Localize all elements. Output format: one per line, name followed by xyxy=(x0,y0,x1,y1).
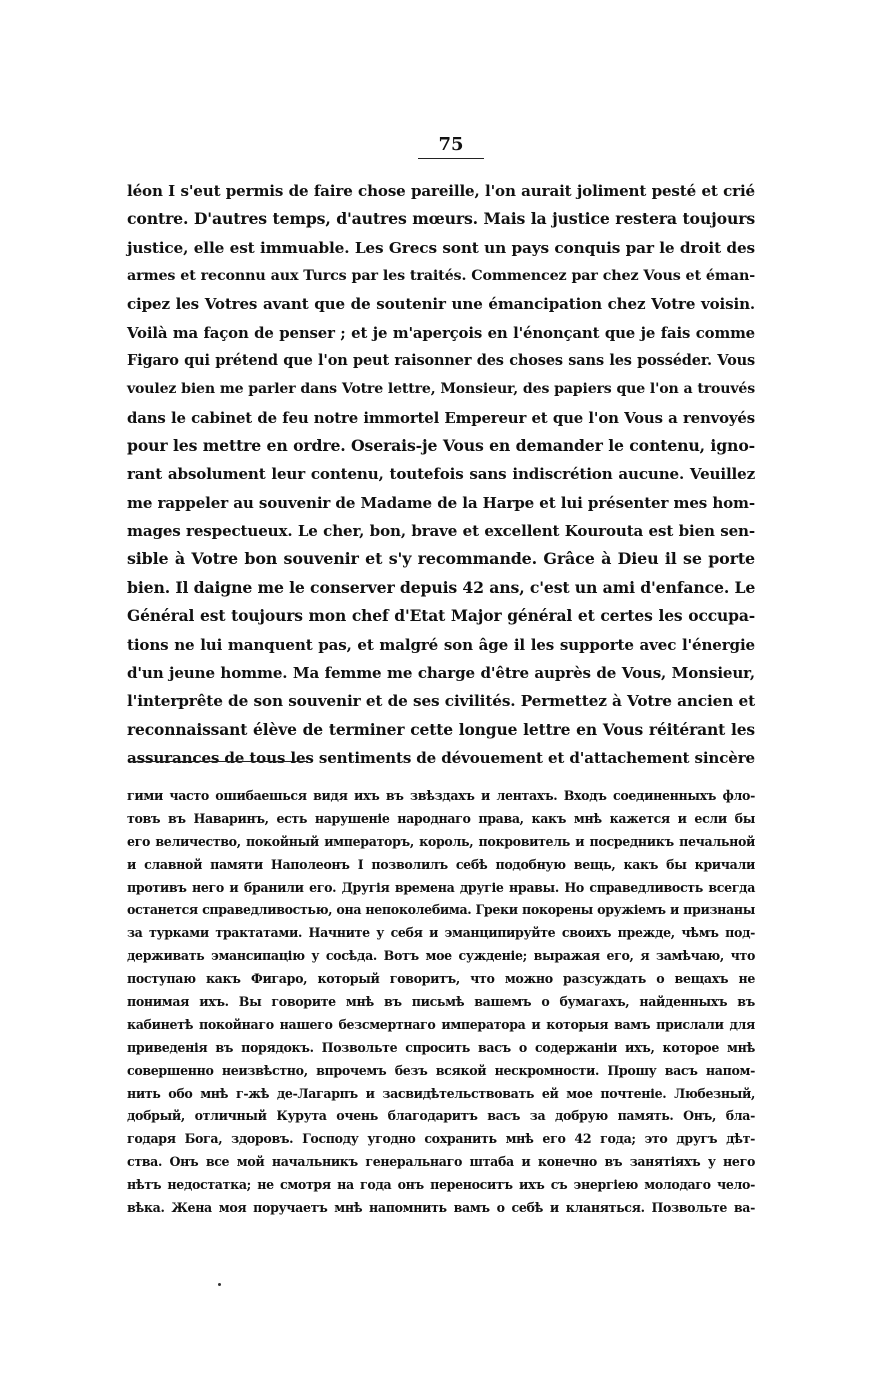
main-text-line: armes et reconnu aux Turcs par les traités. Commencez par chez Vous et éman- xyxy=(127,268,755,285)
main-text-line: rant absolument leur contenu, toutefois sans indiscrétion aucune. Veuillez xyxy=(127,465,755,484)
footnote-line: приведенія въ порядокъ. Позвольте спросить васъ о содержаніи ихъ, которое мнѣ xyxy=(127,1039,755,1055)
footnote-line: кабинетѣ покойнаго нашего безсмертнаго императора и которыя вамъ прислали для xyxy=(127,1016,755,1032)
page-number-rule xyxy=(418,158,484,159)
main-text-line: pour les mettre en ordre. Oserais-je Vous en demander le contenu, igno- xyxy=(127,436,755,456)
main-text-line: mages respectueux. Le cher, bon, brave et excellent Kourouta est bien sen- xyxy=(127,522,755,541)
footnote-line: его величество, покойный императоръ, король, покровитель и посредникъ печальной xyxy=(127,833,755,849)
footnote-separator xyxy=(130,761,308,762)
footnote-line: нить обо мнѣ г-жѣ де-Лагарпъ и засвидѣтельствовать ей мое почтеніе. Любезный, xyxy=(127,1085,755,1101)
main-text-line: tions ne lui manquent pas, et malgré son âge il les supporte avec l'énergie xyxy=(127,635,755,654)
footnote-line: гими часто ошибаешься видя ихъ въ звѣздахъ и лентахъ. Входъ соединенныхъ фло- xyxy=(127,788,755,803)
main-text-line: assurances de tous les sentiments de dévouement et d'attachement sincère xyxy=(127,748,755,767)
footnote-line: совершенно неизвѣстно, впрочемъ безъ всякой нескромности. Прошу васъ напом- xyxy=(127,1062,755,1078)
paper-speck xyxy=(218,1283,221,1286)
main-text-line: Général est toujours mon chef d'Etat Major général et certes les occupa- xyxy=(127,606,755,626)
main-text-line: me rappeler au souvenir de Madame de la Harpe et lui présenter mes hom- xyxy=(127,493,755,512)
main-text-line: sible à Votre bon souvenir et s'y recommande. Grâce à Dieu il se porte xyxy=(127,549,755,569)
footnote-line: за турками трактатами. Начните у себя и эманципируйте своихъ прежде, чѣмъ под- xyxy=(127,925,755,941)
main-text-line: cipez les Votres avant que de soutenir une émancipation chez Votre voisin. xyxy=(127,295,755,314)
main-text xyxy=(127,177,755,772)
footnote-line: вѣка. Жена моя поручаетъ мнѣ напомнить вамъ о себѣ и кланяться. Позвольте ва- xyxy=(127,1200,755,1216)
main-text-line: Figaro qui prétend que l'on peut raisonner des choses sans les posséder. Vous xyxy=(127,352,755,370)
footnote-line: нѣтъ недостатка; не смотря на года онъ переноситъ ихъ съ энергіею молодаго чело- xyxy=(127,1177,755,1193)
main-text-line: voulez bien me parler dans Votre lettre, Monsieur, des papiers que l'on a trouvés xyxy=(127,381,755,398)
footnote-line: годаря Бога, здоровъ. Господу угодно сохранить мнѣ его 42 года; это другъ дѣт- xyxy=(127,1131,755,1147)
footnote-line: ства. Онъ все мой начальникъ генеральнаго штаба и конечно въ занятіяхъ у него xyxy=(127,1154,755,1170)
footnote-line: противъ него и бранили его. Другія времена другіе нравы. Но справедливость всегда xyxy=(127,879,755,895)
main-text-line: léon I s'eut permis de faire chose pareille, l'on aurait joliment pesté et crié xyxy=(127,182,755,200)
main-text-line: reconnaissant élève de terminer cette longue lettre en Vous réitérant les xyxy=(127,719,755,739)
footnote-line: поступаю какъ Фигаро, который говоритъ, что можно разсуждать о вещахъ не xyxy=(127,971,755,987)
main-text-line: justice, elle est immuable. Les Grecs sont un pays conquis par le droit des xyxy=(127,238,755,257)
footnote-line: держивать эмансипацію у сосѣда. Вотъ мое сужденіе; выражая его, я замѣчаю, что xyxy=(127,948,755,964)
main-text-line: l'interprête de son souvenir et de ses civilités. Permettez à Votre ancien et xyxy=(127,692,755,711)
footnote-line: товъ въ Наваринъ, есть нарушеніе народнаго права, какъ мнѣ кажется и если бы xyxy=(127,810,755,826)
footnote-line: добрый, отличный Курута очень благодаритъ васъ за добрую память. Онъ, бла- xyxy=(127,1108,755,1124)
main-text-line: bien. Il daigne me le conserver depuis 42 ans, c'est un ami d'enfance. Le xyxy=(127,577,756,597)
footnote-line: останется справедливостью, она непоколебима. Греки покорены оружіемъ и признаны xyxy=(127,902,755,918)
page-number: 75 xyxy=(438,134,464,155)
footnote-line: и славной памяти Наполеонъ I позволилъ себѣ подобную вещь, какъ бы кричали xyxy=(127,856,755,872)
main-text-line: d'un jeune homme. Ma femme me charge d'être auprès de Vous, Monsieur, xyxy=(127,663,755,682)
main-text-line: dans le cabinet de feu notre immortel Empereur et que l'on Vous a renvoyés xyxy=(127,408,755,427)
main-text-line: Voilà ma façon de penser ; et je m'aperçois en l'énonçant que je fais comme xyxy=(127,323,755,342)
main-text-line: contre. D'autres temps, d'autres mœurs. Mais la justice restera toujours xyxy=(127,209,755,229)
footnote-text xyxy=(127,785,755,1220)
footnote-line: понимая ихъ. Вы говорите мнѣ въ письмѣ вашемъ о бумагахъ, найденныхъ въ xyxy=(127,994,755,1010)
